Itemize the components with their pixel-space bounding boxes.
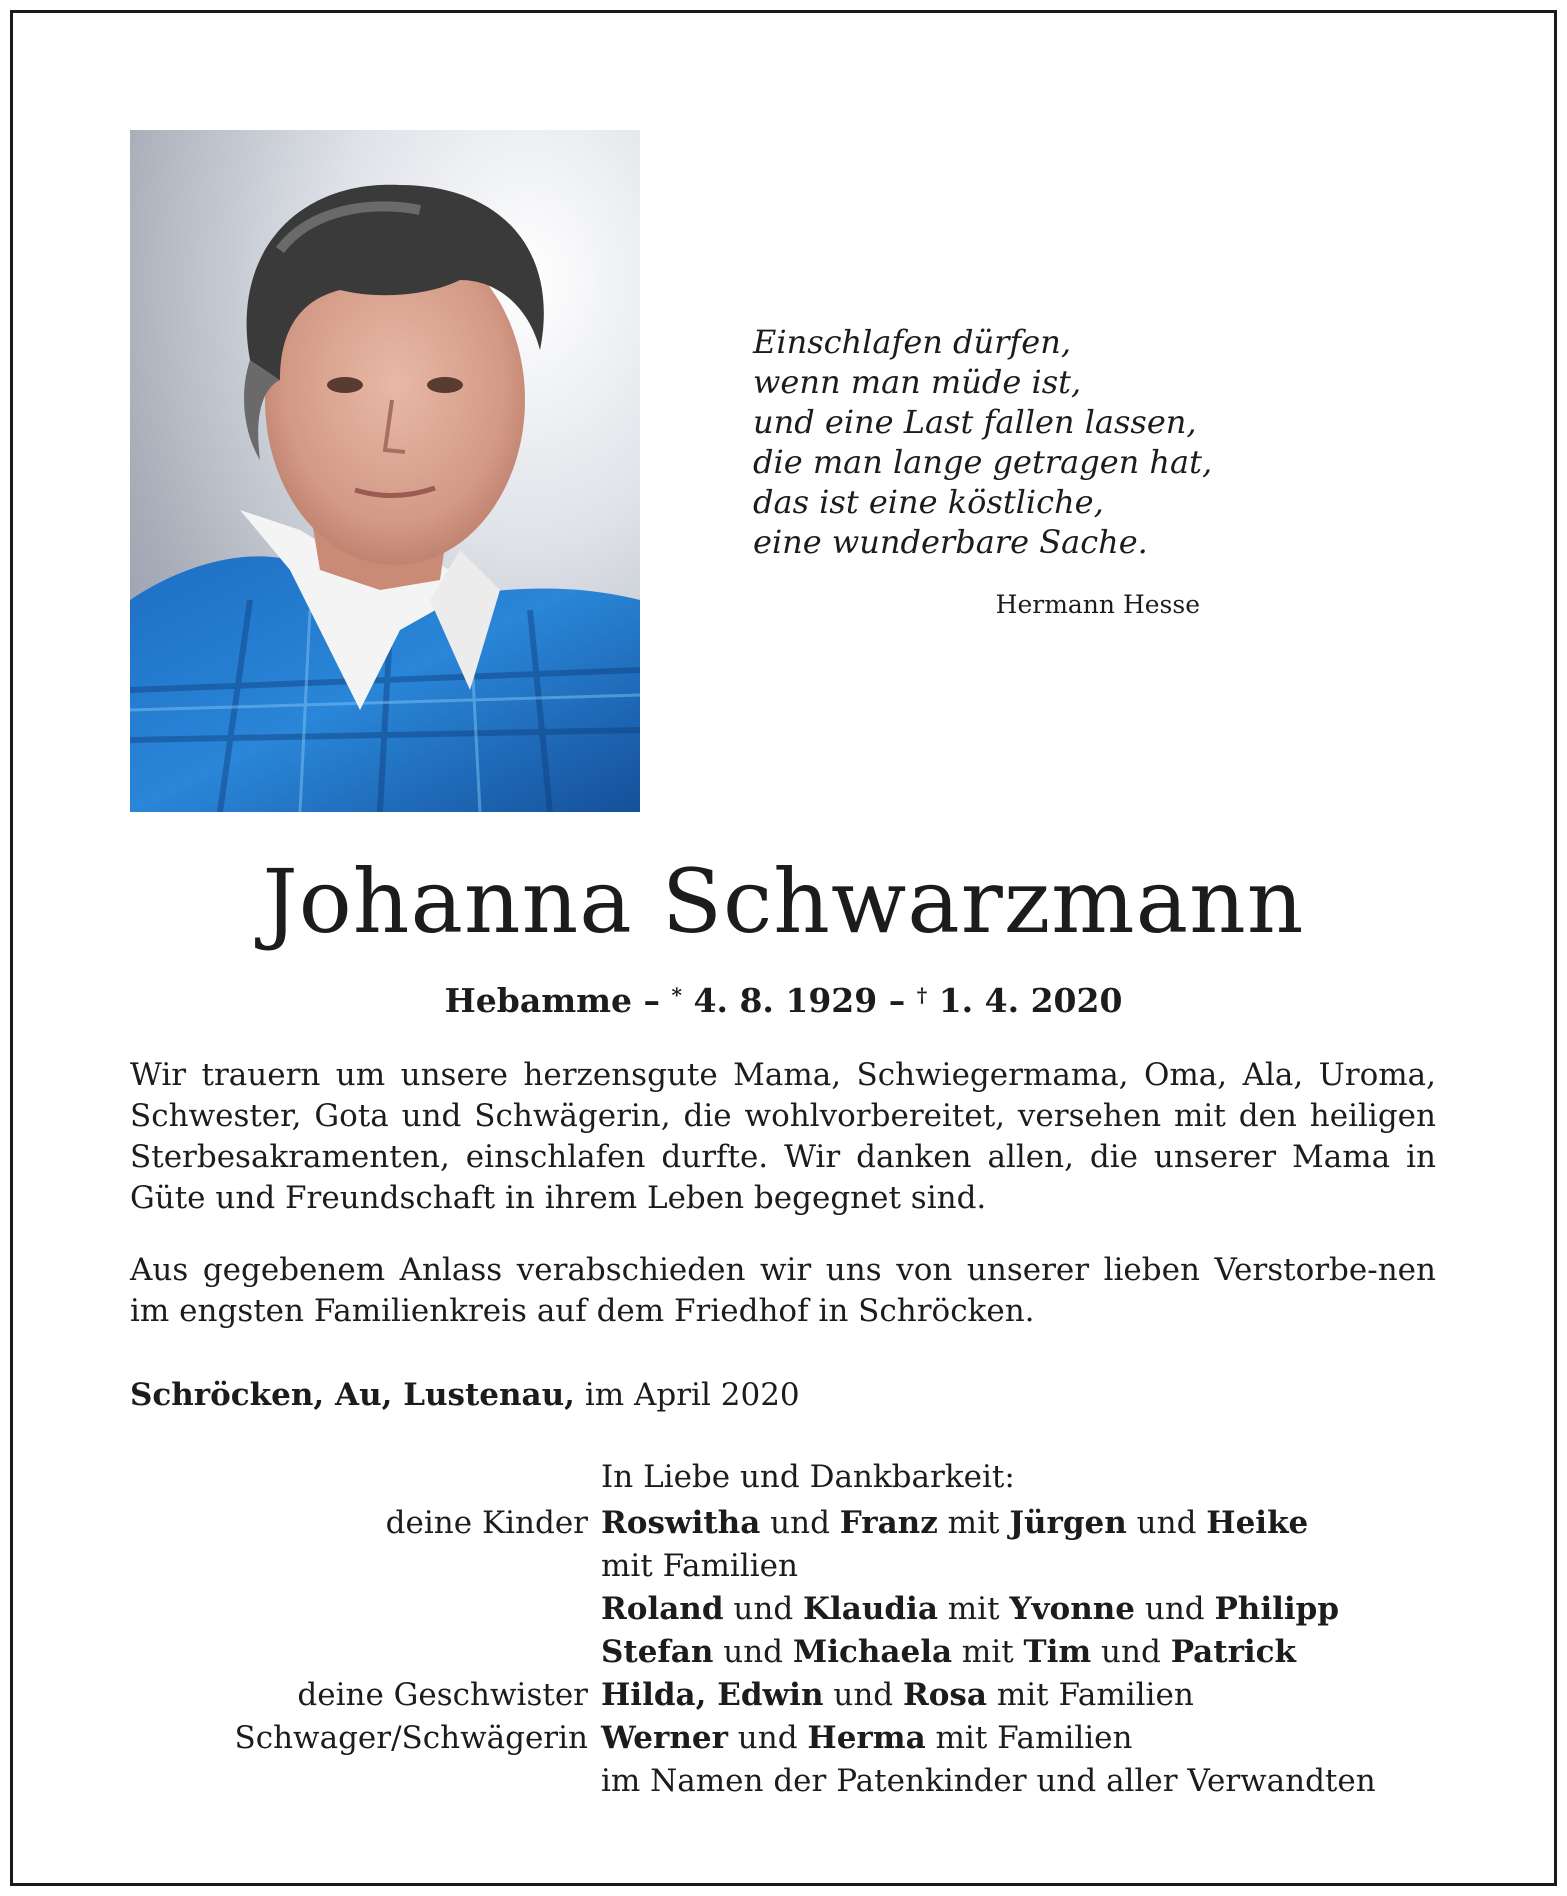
mourning-paragraph: Wir trauern um unsere herzensgute Mama, Schwiegermama, Oma, Ala, Uroma, Schwester, Gota und Schwägerin, die wohlvorbereitet, versehen mit den heiligen Sterbesakramenten, einschlafen durfte. Wir danken allen, die unserer Mama in Güte und Freundschaft in ihrem Leben begegnet sind. — [130, 1057, 1436, 1216]
signature-name: Tim — [1023, 1634, 1092, 1670]
signature-connector: mit — [937, 1591, 1010, 1627]
signature-name: Stefan — [601, 1634, 714, 1670]
signature-name: Heike — [1206, 1505, 1309, 1541]
signature-relation: deine Kinder — [385, 1505, 588, 1541]
signature-connector: im Namen der Patenkinder und aller Verwandten — [601, 1763, 1376, 1799]
signature-row — [130, 1546, 1436, 1586]
signature-row — [130, 1589, 1436, 1629]
signature-row — [130, 1632, 1436, 1672]
place-month: im April 2020 — [584, 1377, 800, 1413]
signature-name: Michaela — [792, 1634, 953, 1670]
signature-connector: und — [1091, 1634, 1171, 1670]
quote-line: eine wunderbare Sache. — [753, 523, 1148, 561]
signature-name: Yvonne — [1009, 1591, 1136, 1627]
signature-row — [130, 1761, 1436, 1801]
signature-connector: und — [713, 1634, 793, 1670]
signature-connector: und — [1135, 1591, 1215, 1627]
signature-name: Roswitha — [601, 1505, 761, 1541]
signature-row — [130, 1718, 1436, 1758]
signature-names — [601, 1503, 1308, 1543]
signature-name: Franz — [839, 1505, 938, 1541]
quote-line: und eine Last fallen lassen, — [753, 403, 1197, 441]
signature-names — [601, 1761, 1376, 1801]
signature-relation: Schwager/Schwägerin — [234, 1720, 588, 1756]
signature-name: Rosa — [902, 1677, 987, 1713]
signature-names — [601, 1546, 798, 1586]
portrait-illustration — [130, 130, 640, 812]
signature-name: Werner — [601, 1720, 728, 1756]
birth-date: 4. 8. 1929 — [693, 981, 878, 1020]
quote-line: das ist eine köstliche, — [753, 483, 1104, 521]
farewell-paragraph: Aus gegebenem Anlass verabschieden wir uns von unserer lieben Verstorbe-nen im engsten Familienkreis auf dem Friedhof in Schröcken. — [130, 1252, 1436, 1329]
profession: Hebamme — [444, 981, 633, 1020]
place-locations: Schröcken, Au, Lustenau, — [130, 1377, 575, 1413]
signature-relation: deine Geschwister — [297, 1677, 588, 1713]
signature-connector: mit Familien — [986, 1677, 1194, 1713]
signature-connector: und — [1126, 1505, 1207, 1541]
quote-line: wenn man müde ist, — [753, 363, 1082, 401]
signature-name: Patrick — [1170, 1634, 1297, 1670]
signature-connector: mit Familien — [601, 1548, 798, 1584]
signature-name: Herma — [807, 1720, 926, 1756]
portrait-photo — [130, 130, 640, 812]
signature-connector: und — [760, 1505, 840, 1541]
signature-row — [130, 1503, 1436, 1543]
signature-names — [601, 1675, 1194, 1715]
signature-connector: mit — [937, 1505, 1010, 1541]
place-date — [130, 1375, 1330, 1415]
signature-connector: und — [723, 1591, 804, 1627]
signature-names — [601, 1718, 1132, 1758]
signature-connector: und — [823, 1677, 903, 1713]
life-dates: Hebamme – * 4. 8. 1929 – † 1. 4. 2020 — [444, 981, 1123, 1020]
signature-name: Roland — [601, 1591, 724, 1627]
signature-name: Jürgen — [1009, 1505, 1127, 1541]
signature-heading: In Liebe und Dankbarkeit: — [601, 1459, 1015, 1495]
quote-line: die man lange getragen hat, — [753, 443, 1213, 481]
signature-row — [130, 1675, 1436, 1715]
signature-connector: mit — [952, 1634, 1024, 1670]
signature-name: Hilda, Edwin — [601, 1677, 824, 1713]
signature-names — [601, 1589, 1339, 1629]
death-date: 1. 4. 2020 — [938, 981, 1123, 1020]
quote — [753, 322, 1253, 562]
deceased-name: Johanna Schwarzmann — [262, 850, 1305, 953]
signature-connector: mit Familien — [925, 1720, 1133, 1756]
signature-names — [601, 1632, 1296, 1672]
quote-line: Einschlafen dürfen, — [753, 323, 1071, 361]
signature-name: Klaudia — [803, 1591, 938, 1627]
birth-symbol: * — [671, 983, 682, 1007]
quote-author: Hermann Hesse — [995, 590, 1200, 619]
signature-name: Philipp — [1214, 1591, 1340, 1627]
signature-connector: und — [727, 1720, 808, 1756]
death-symbol: † — [916, 983, 928, 1007]
